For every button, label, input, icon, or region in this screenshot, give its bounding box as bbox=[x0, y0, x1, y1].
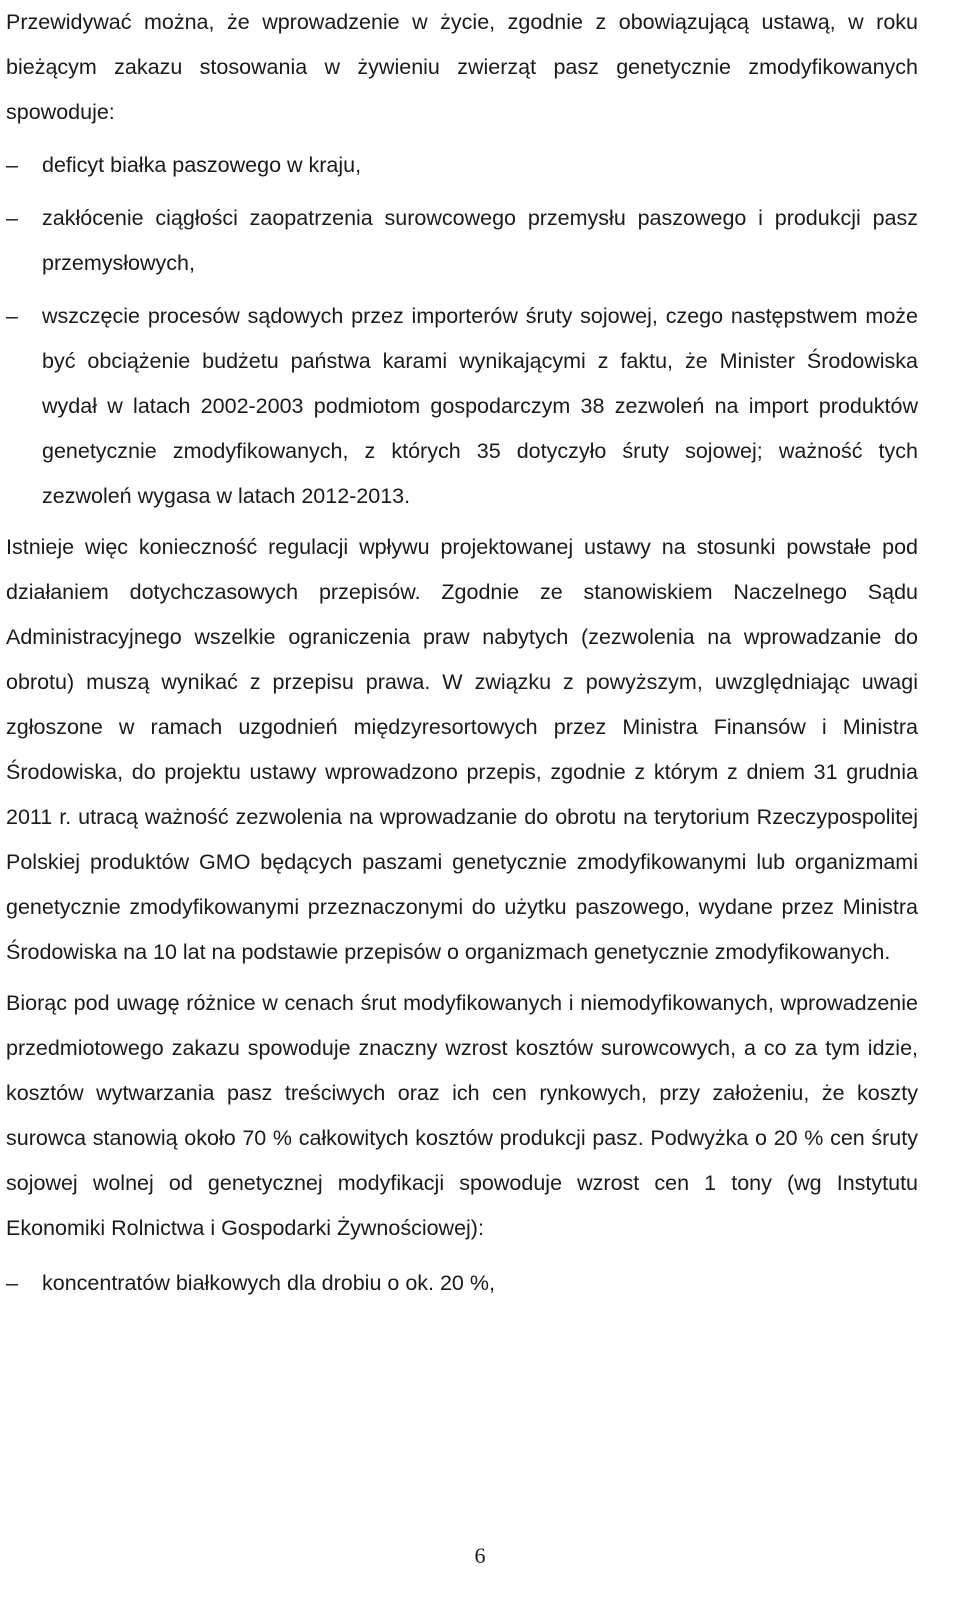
dash-bullet: – bbox=[6, 1271, 18, 1295]
list-item bbox=[6, 143, 918, 188]
dash-bullet: – bbox=[6, 153, 18, 177]
cost-paragraph: Biorąc pod uwagę różnice w cenach śrut modyfikowanych i niemodyfikowanych, wprowadzenie przedmiotowego zakazu spowoduje znaczny wzrost kosztów surowcowych, a co za tym idzie, kosztów wytwarzania pasz treściwych oraz ich cen rynkowych, przy założeniu, że koszty surowca stanowią około 70 % całkowitych kosztów produkcji pasz. Podwyżka o 20 % cen śruty sojowej wolnej od genetycznej modyfikacji spowoduje wzrost cen 1 tony (wg Instytutu Ekonomiki Rolnictwa i Gospodarki Żywnościowej): bbox=[6, 991, 918, 1240]
list-item bbox=[6, 1261, 918, 1306]
list-item bbox=[6, 196, 918, 286]
price-increase-list bbox=[6, 1261, 918, 1306]
list-item-text: koncentratów białkowych dla drobiu o ok. 20 %, bbox=[42, 1271, 495, 1295]
list-item-text: wszczęcie procesów sądowych przez importerów śruty sojowej, czego następstwem może być obciążenie budżetu państwa karami wynikającymi z faktu, że Minister Środowiska wydał w latach 2002-2003 podmiotom gospodarczym 38 zezwoleń na import produktów genetycznie zmodyfikowanych, z których 35 dotyczyło śruty sojowej; ważność tych zezwoleń wygasa w latach 2012-2013. bbox=[42, 304, 918, 508]
regulation-paragraph: Istnieje więc konieczność regulacji wpływu projektowanej ustawy na stosunki powstałe pod działaniem dotychczasowych przepisów. Zgodnie ze stanowiskiem Naczelnego Sądu Administracyjnego wszelkie ograniczenia praw nabytych (zezwolenia na wprowadzanie do obrotu) muszą wynikać z przepisu prawa. W związku z powyższym, uwzględniając uwagi zgłoszone w ramach uzgodnień międzyresortowych przez Ministra Finansów i Ministra Środowiska, do projektu ustawy wprowadzono przepis, zgodnie z którym z dniem 31 grudnia 2011 r. utracą ważność zezwolenia na wprowadzanie do obrotu na terytorium Rzeczypospolitej Polskiej produktów GMO będących paszami genetycznie zmodyfikowanymi lub organizmami genetycznie zmodyfikowanymi przeznaczonymi do użytku paszowego, wydane przez Ministra Środowiska na 10 lat na podstawie przepisów o organizmach genetycznie zmodyfikowanych. bbox=[6, 535, 918, 964]
dash-bullet: – bbox=[6, 304, 18, 328]
list-item-text: deficyt białka paszowego w kraju, bbox=[42, 153, 362, 177]
consequences-list bbox=[6, 143, 918, 519]
document-page bbox=[6, 0, 918, 1306]
dash-bullet: – bbox=[6, 206, 18, 230]
intro-paragraph: Przewidywać można, że wprowadzenie w życie, zgodnie z obowiązującą ustawą, w roku bieżącym zakazu stosowania w żywieniu zwierząt pasz genetycznie zmodyfikowanych spowoduje: bbox=[6, 10, 918, 124]
list-item-text: zakłócenie ciągłości zaopatrzenia surowcowego przemysłu paszowego i produkcji pasz przemysłowych, bbox=[42, 206, 918, 275]
page-number: 6 bbox=[474, 1543, 486, 1568]
list-item bbox=[6, 294, 918, 519]
